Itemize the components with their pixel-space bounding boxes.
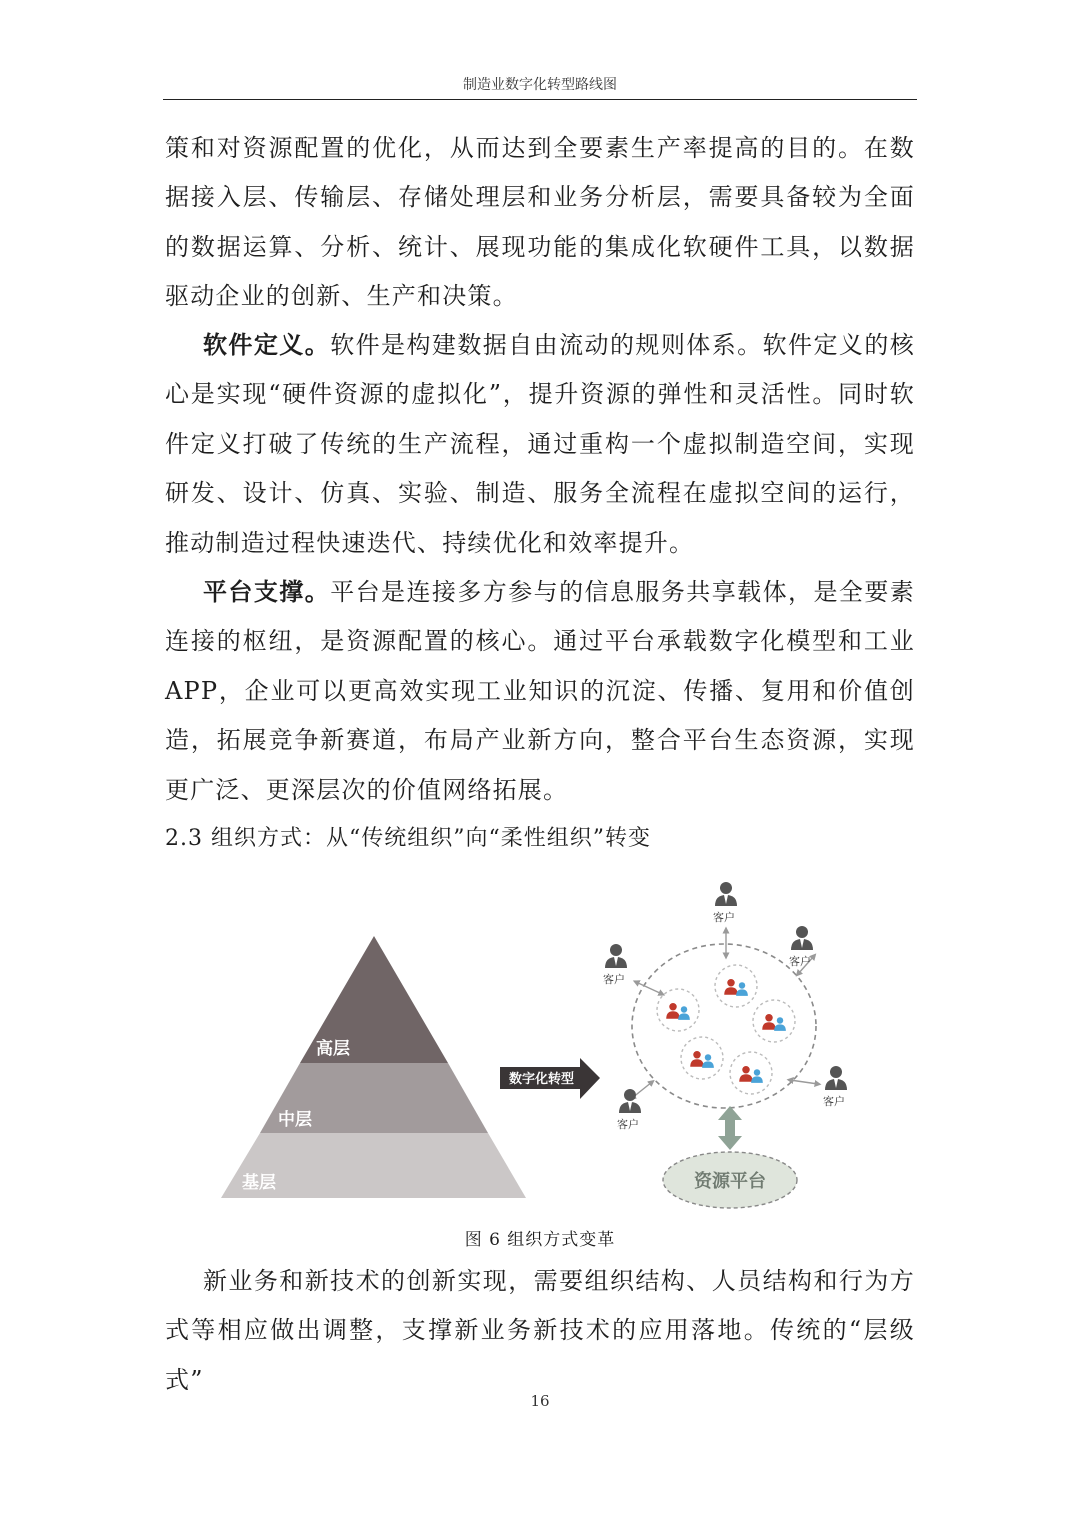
customer-left — [603, 944, 627, 986]
section-heading: 2.3 组织方式：从“传统组织”向“柔性组织”转变 — [165, 826, 651, 851]
platform-link-arrow — [718, 1106, 742, 1150]
lead-platform-support: 平台支撑。 — [203, 578, 331, 606]
header-rule — [163, 99, 917, 100]
customer-top — [713, 882, 737, 924]
paragraph-platform-support — [165, 568, 915, 815]
text-software-defined: 软件是构建数据自由流动的规则体系。软件定义的核心是实现“硬件资源的虚拟化”，提升资源的弹性和灵活性。同时软件定义打破了传统的生产流程，通过重构一个虚拟制造空间，实现研发、设计、仿真、实验、制造、服务全流程在虚拟空间的运行，推动制造过程快速迭代、持续优化和效率提升。 — [165, 331, 915, 557]
page-number: 16 — [530, 1392, 550, 1410]
figure-caption: 图 6 组织方式变革 — [464, 1230, 616, 1250]
paragraph-software-defined — [165, 321, 915, 568]
pyramid-top-label: 高层 — [316, 1039, 350, 1059]
text-platform-support: 平台是连接多方参与的信息服务共享载体，是全要素连接的枢纽，是资源配置的核心。通过平台承载数字化模型和工业APP，企业可以更高效实现工业知识的沉淀、传播、复用和价值创造，拓展竞争新赛道，布局产业新方向，整合平台生态资源，实现更广泛、更深层次的价值网络拓展。 — [165, 578, 915, 804]
customer-label: 客户 — [823, 1095, 845, 1108]
team-node — [657, 989, 699, 1031]
customer-label: 客户 — [603, 973, 625, 986]
resource-platform-label: 资源平台 — [694, 1171, 766, 1192]
customer-label: 客户 — [789, 955, 811, 968]
team-node — [715, 965, 757, 1007]
customer-bottom-right — [823, 1066, 847, 1108]
team-node — [730, 1052, 772, 1094]
team-node — [681, 1037, 723, 1079]
figure-graphic — [200, 870, 880, 1220]
paragraph-new-business: 新业务和新技术的创新实现，需要组织结构、人员结构和行为方式等相应做出调整，支撑新业务新技术的应用落地。传统的“层级式” — [165, 1267, 915, 1394]
running-header: 制造业数字化转型路线图 — [463, 77, 617, 93]
customer-bottom-left — [617, 1089, 641, 1131]
customer-label: 客户 — [713, 911, 735, 924]
pyramid-base-label: 基层 — [242, 1173, 276, 1193]
team-node — [753, 1000, 795, 1042]
paragraph-data-driven: 策和对资源配置的优化，从而达到全要素生产率提高的目的。在数据接入层、传输层、存储处理层和业务分析层，需要具备较为全面的数据运算、分析、统计、展现功能的集成化软硬件工具，以数据驱动企业的创新、生产和决策。 — [165, 134, 915, 311]
customer-right — [789, 926, 813, 968]
connector-arrow — [790, 1080, 818, 1084]
pyramid-middle-label: 中层 — [278, 1110, 312, 1130]
transformation-arrow-label: 数字化转型 — [509, 1072, 575, 1087]
lead-software-defined: 软件定义。 — [203, 331, 331, 359]
customer-label: 客户 — [617, 1118, 639, 1131]
figure-org-transformation — [200, 870, 880, 1220]
